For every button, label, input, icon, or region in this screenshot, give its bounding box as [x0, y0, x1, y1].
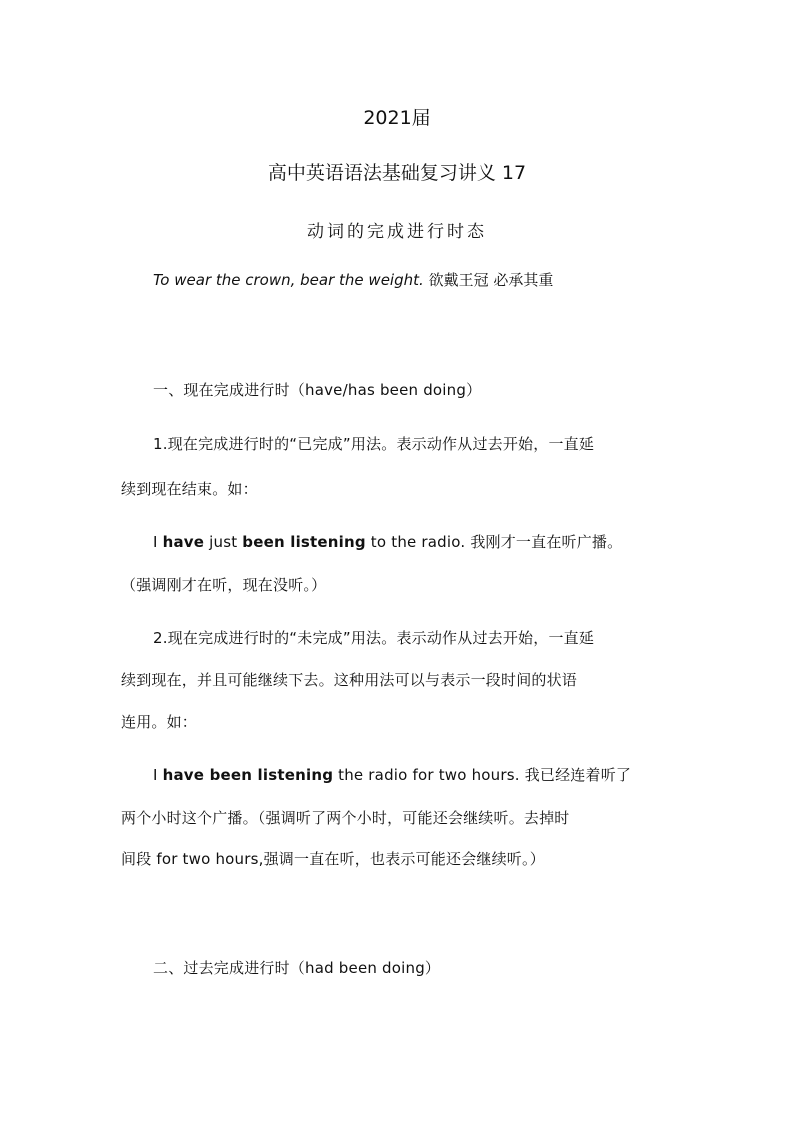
- point2-line3: 连用。如：: [121, 713, 198, 731]
- example2-subject: I: [153, 766, 163, 784]
- example1-rest: to the radio. 我刚才一直在听广播。: [365, 533, 623, 551]
- example1-subject: I: [153, 533, 163, 551]
- example1-line2: （强调刚才在听，现在没听。）: [121, 576, 327, 594]
- example1-have: have: [162, 533, 205, 551]
- example1-just: just: [204, 533, 243, 551]
- motto: [153, 269, 553, 290]
- example2-have-been-listening: have been listening: [162, 766, 334, 784]
- doc-year: 2021届: [363, 107, 431, 129]
- section1-heading: 一、现在完成进行时（have/has been doing）: [153, 381, 482, 399]
- example2-rest: the radio for two hours. 我已经连着听了: [333, 766, 632, 784]
- example2-line3: 间段 for two hours,强调一直在听，也表示可能还会继续听。）: [121, 850, 545, 868]
- point1-line2: 续到现在结束。如：: [121, 480, 258, 498]
- point1-line1: 1.现在完成进行时的“已完成”用法。表示动作从过去开始，一直延: [153, 435, 595, 453]
- motto-chinese: 欲戴王冠 必承其重: [428, 271, 554, 289]
- example2-line1: [121, 765, 713, 785]
- example1-been-listening: been listening: [242, 533, 366, 551]
- point2-line1: 2.现在完成进行时的“未完成”用法。表示动作从过去开始，一直延: [153, 629, 595, 647]
- example1-line1: [121, 532, 713, 552]
- doc-title: 高中英语语法基础复习讲义 17: [267, 162, 527, 184]
- example2-line2: 两个小时这个广播。（强调听了两个小时，可能还会继续听。去掉时: [121, 809, 570, 827]
- point2-line2: 续到现在，并且可能继续下去。这种用法可以与表示一段时间的状语: [121, 671, 578, 689]
- section2-heading: 二、过去完成进行时（had been doing）: [153, 959, 441, 977]
- motto-english: To wear the crown, bear the weight.: [153, 271, 424, 289]
- doc-subtitle: 动词的完成进行时态: [307, 222, 487, 242]
